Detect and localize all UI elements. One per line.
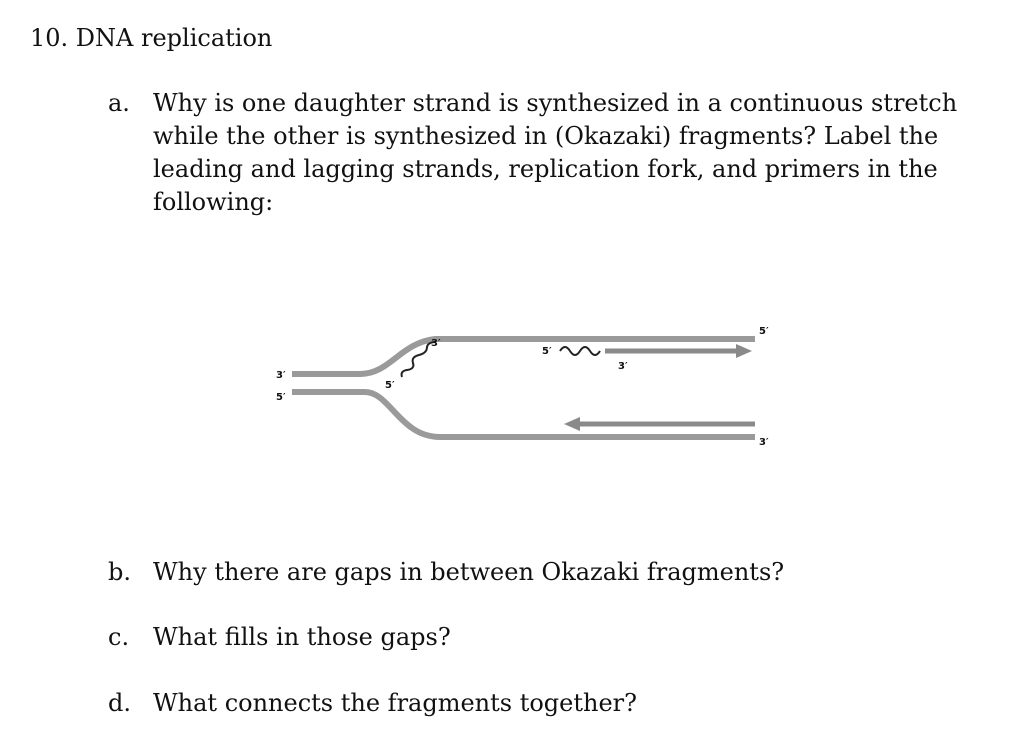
label-parent-top-left: 3′: [276, 370, 286, 381]
question-text: What fills in those gaps?: [153, 623, 451, 651]
label-lagging-primer-3: 3′: [431, 338, 441, 349]
question-text: What connects the fragments together?: [153, 689, 638, 717]
label-top-right: 5′: [759, 326, 769, 337]
label-leading-arrow-3: 3′: [618, 361, 628, 372]
question-letter: d.: [108, 689, 131, 717]
lagging-arrowhead: [564, 417, 580, 431]
question-d: [108, 687, 637, 720]
label-parent-bottom-left: 5′: [276, 392, 286, 403]
leading-arrowhead: [736, 344, 752, 358]
label-bottom-right: 3′: [759, 437, 769, 448]
replication-fork-diagram: [250, 315, 780, 455]
parent-strand-top: [292, 339, 755, 374]
question-letter: c.: [108, 623, 130, 651]
question-b: [108, 556, 784, 589]
question-letter: a.: [108, 89, 130, 117]
question-letter: b.: [108, 558, 131, 586]
parent-strand-bottom: [292, 392, 755, 437]
label-lagging-primer-5: 5′: [385, 380, 395, 391]
question-a: [108, 87, 958, 219]
label-leading-primer-5: 5′: [542, 346, 552, 357]
question-text: Why is one daughter strand is synthesized in a continuous stretch while the other is synthesized in (Okazaki) fragments? Label the leading and lagging strands, replication fork, and primers in the following:: [153, 89, 958, 216]
question-text: Why there are gaps in between Okazaki fragments?: [153, 558, 785, 586]
question-c: [108, 621, 451, 654]
leading-primer-squiggle: [560, 347, 600, 355]
section-heading: 10. DNA replication: [30, 24, 273, 52]
